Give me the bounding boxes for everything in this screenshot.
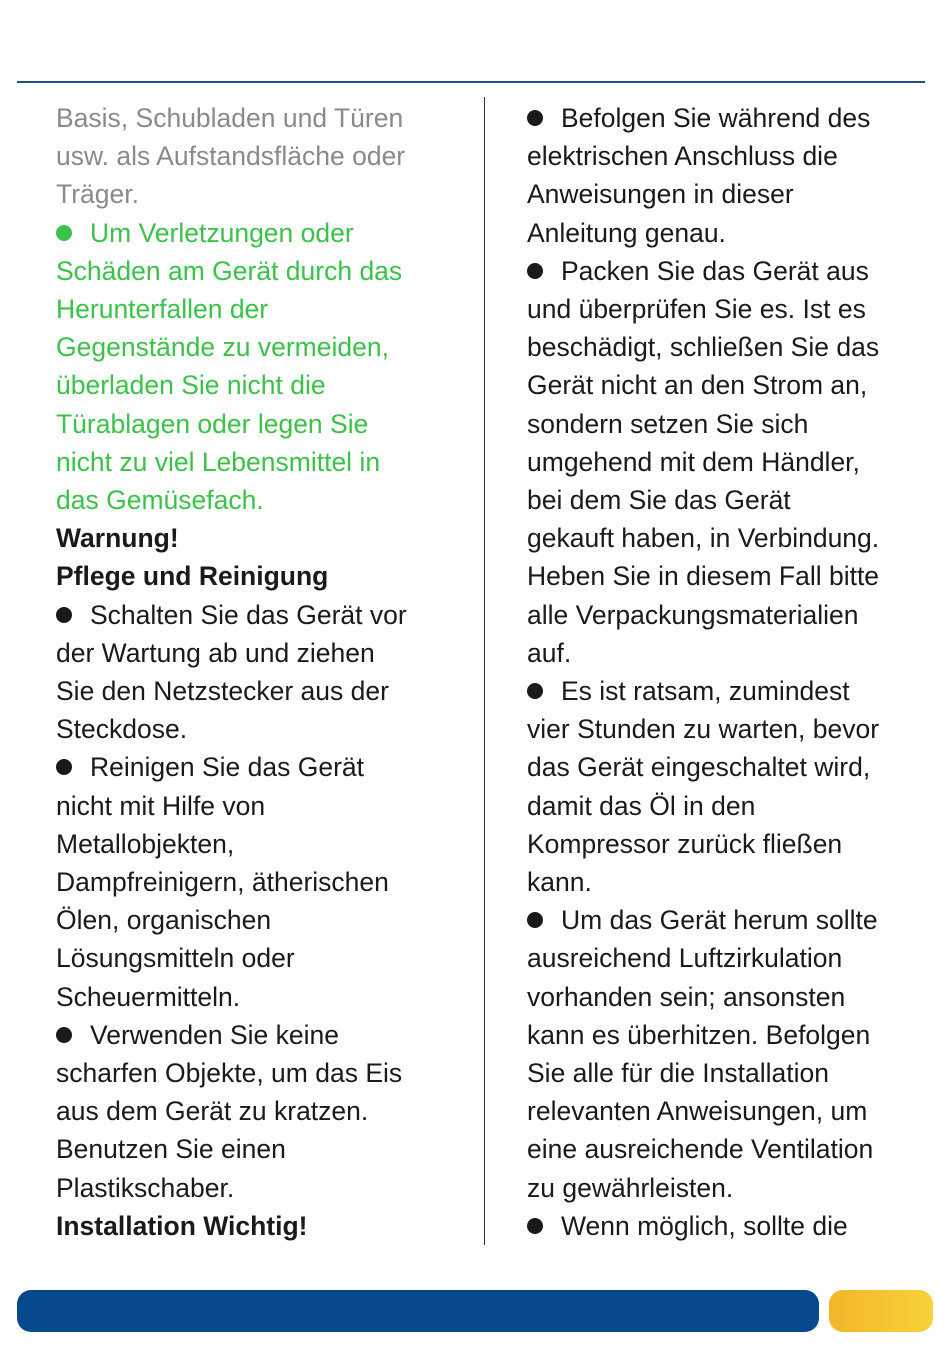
- text-line: Um das Gerät herum sollte: [527, 901, 922, 939]
- text-line: vorhanden sein; ansonsten: [527, 981, 846, 1012]
- bullet-icon: [527, 912, 543, 928]
- text-line: Schalten Sie das Gerät vor: [56, 596, 466, 634]
- bullet-icon: [527, 683, 543, 699]
- text-line: Lösungsmitteln oder: [56, 943, 295, 974]
- text-line: Türablagen oder legen Sie: [56, 408, 369, 439]
- text-line: Es ist ratsam, zumindest: [527, 672, 922, 710]
- text-line: Steckdose.: [56, 714, 188, 745]
- bullet-paragraph: [56, 1016, 466, 1207]
- text-line: elektrischen Anschluss die: [527, 141, 838, 172]
- bullet-paragraph: [527, 1207, 922, 1245]
- footer-page-tab: [829, 1290, 933, 1332]
- text-line: auf.: [527, 637, 572, 668]
- text-line: Befolgen Sie während des: [527, 99, 922, 137]
- text-line: nicht mit Hilfe von: [56, 790, 266, 821]
- bullet-icon: [56, 607, 72, 623]
- text-line: Benutzen Sie einen: [56, 1134, 286, 1165]
- right-column: [527, 99, 922, 1245]
- footer-bar: [17, 1290, 819, 1332]
- bullet-paragraph: [527, 901, 922, 1207]
- text-line: und überprüfen Sie es. Ist es: [527, 294, 866, 325]
- text-line: der Wartung ab und ziehen: [56, 637, 375, 668]
- text-line: Gegenstände zu vermeiden,: [56, 332, 389, 363]
- text-line: Sie den Netzstecker aus der: [56, 676, 389, 707]
- text-line: alle Verpackungsmaterialien: [527, 599, 859, 630]
- intro-paragraph: [56, 99, 466, 214]
- text-line: Anweisungen in dieser: [527, 179, 794, 210]
- text-line: Wenn möglich, sollte die: [527, 1207, 922, 1245]
- text-line: Dampfreinigern, ätherischen: [56, 867, 389, 898]
- bullet-icon: [56, 759, 72, 775]
- text-line: kann.: [527, 867, 592, 898]
- text-line: vier Stunden zu warten, bevor: [527, 714, 880, 745]
- bullet-icon: [56, 225, 72, 241]
- text-line: Metallobjekten,: [56, 828, 235, 859]
- text-line: Herunterfallen der: [56, 294, 269, 325]
- text-line: umgehend mit dem Händler,: [527, 446, 860, 477]
- bullet-paragraph: [56, 596, 466, 749]
- bullet-paragraph: [527, 252, 922, 672]
- bullet-icon: [527, 110, 543, 126]
- text-line: usw. als Aufstandsfläche oder: [56, 141, 406, 172]
- text-line: Kompressor zurück fließen: [527, 828, 843, 859]
- bullet-paragraph: [527, 99, 922, 252]
- text-line: Verwenden Sie keine: [56, 1016, 466, 1054]
- bullet-icon: [527, 1218, 543, 1234]
- text-line: bei dem Sie das Gerät: [527, 485, 791, 516]
- text-line: aus dem Gerät zu kratzen.: [56, 1096, 369, 1127]
- bullet-paragraph: [527, 672, 922, 901]
- text-line: überladen Sie nicht die: [56, 370, 326, 401]
- green-bullet-paragraph: [56, 214, 466, 520]
- text-line: beschädigt, schließen Sie das: [527, 332, 880, 363]
- text-line: zu gewährleisten.: [527, 1172, 734, 1203]
- text-line: Um Verletzungen oder: [56, 214, 466, 252]
- text-line: relevanten Anweisungen, um: [527, 1096, 868, 1127]
- heading-installation: Installation Wichtig!: [56, 1210, 308, 1241]
- text-line: Packen Sie das Gerät aus: [527, 252, 922, 290]
- text-line: Ölen, organischen: [56, 905, 272, 936]
- heading-warning: Warnung!: [56, 523, 179, 554]
- text-line: Basis, Schubladen und Türen: [56, 103, 404, 133]
- text-line: eine ausreichende Ventilation: [527, 1134, 874, 1165]
- text-line: ausreichend Luftzirkulation: [527, 943, 843, 974]
- text-line: Sie alle für die Installation: [527, 1058, 829, 1089]
- text-line: das Gerät eingeschaltet wird,: [527, 752, 871, 783]
- header-rule: [17, 81, 925, 83]
- left-column: [56, 99, 466, 1245]
- text-line: Reinigen Sie das Gerät: [56, 748, 466, 786]
- text-line: Anleitung genau.: [527, 217, 726, 248]
- text-line: Schäden am Gerät durch das: [56, 255, 403, 286]
- heading-care-cleaning: Pflege und Reinigung: [56, 561, 329, 592]
- column-divider: [484, 97, 485, 1245]
- text-line: damit das Öl in den: [527, 790, 756, 821]
- text-line: das Gemüsefach.: [56, 485, 264, 516]
- text-line: nicht zu viel Lebensmittel in: [56, 446, 381, 477]
- bullet-icon: [56, 1027, 72, 1043]
- text-line: Plastikschaber.: [56, 1172, 235, 1203]
- text-line: Heben Sie in diesem Fall bitte: [527, 561, 880, 592]
- text-line: kann es überhitzen. Befolgen: [527, 1019, 871, 1050]
- bullet-icon: [527, 263, 543, 279]
- bullet-paragraph: [56, 748, 466, 1015]
- text-line: Träger.: [56, 179, 139, 210]
- text-line: Scheuermitteln.: [56, 981, 241, 1012]
- text-line: Gerät nicht an den Strom an,: [527, 370, 868, 401]
- text-line: scharfen Objekte, um das Eis: [56, 1058, 403, 1089]
- text-line: gekauft haben, in Verbindung.: [527, 523, 880, 554]
- text-line: sondern setzen Sie sich: [527, 408, 809, 439]
